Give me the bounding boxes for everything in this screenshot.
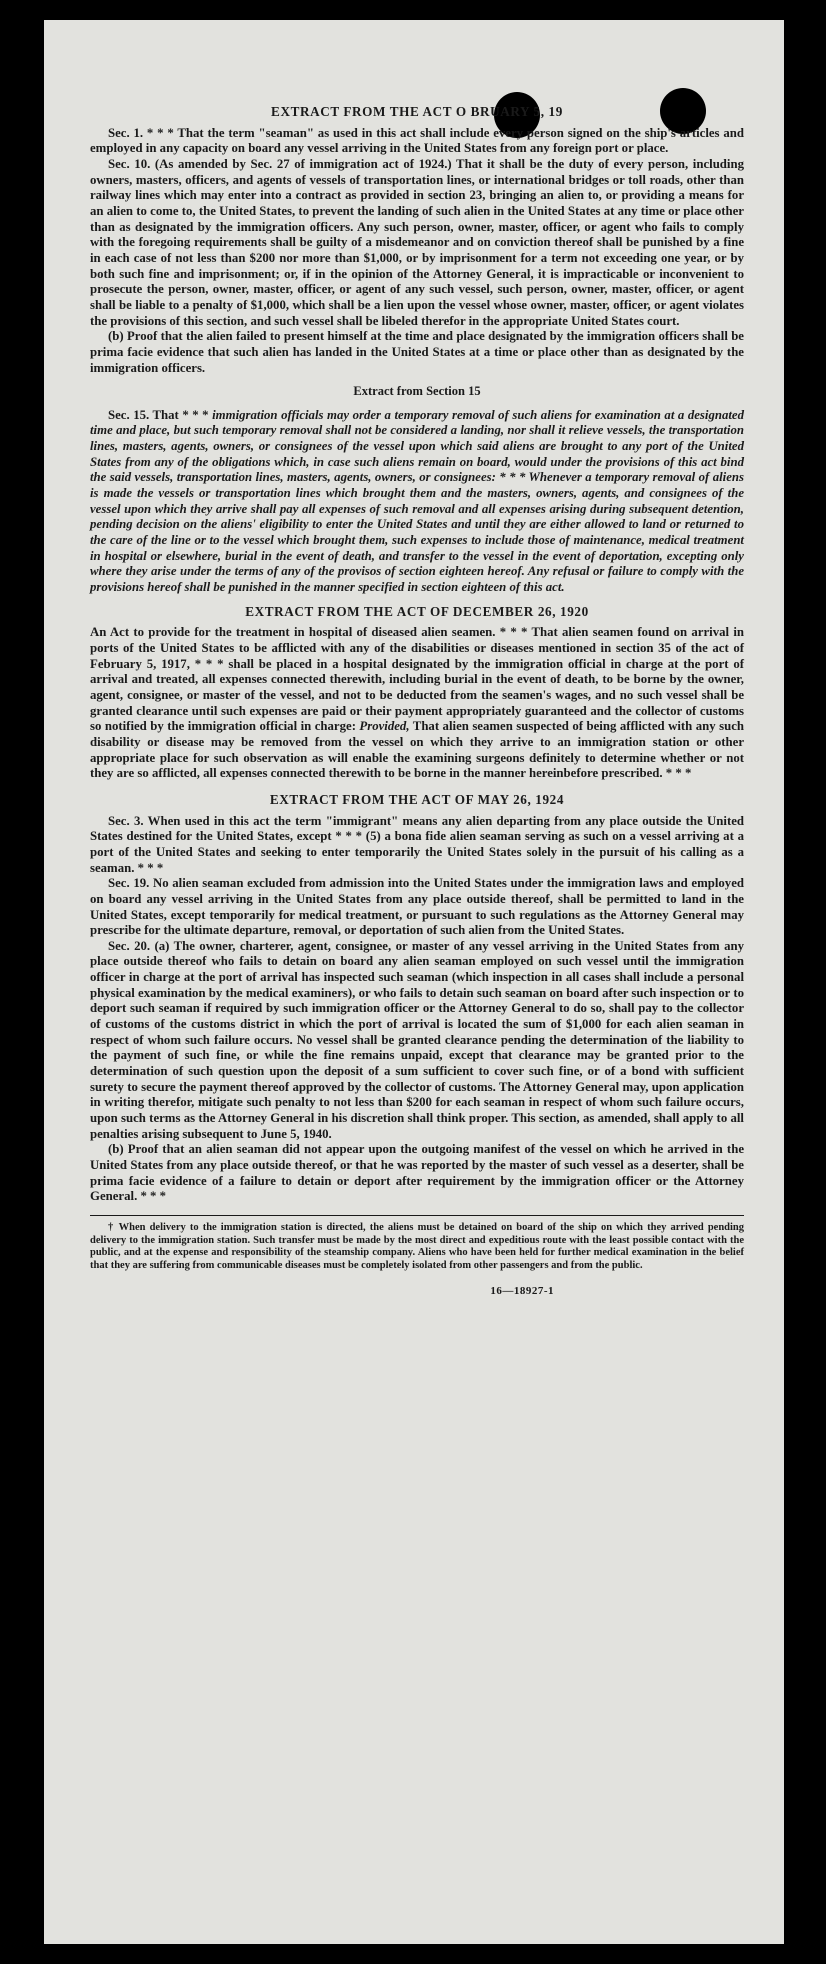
section-19-paragraph: Sec. 19. No alien seaman excluded from admission into the United States under the immigration laws and employed on board any vessel arriving in the United States from any place outside thereof, shall be permitted to land in the United States, except temporarily for medical treatment, or pursuant to such regulations as the Attorney General may prescribe for the ultimate departure, removal, or deportation of such alien from the United States.: [90, 876, 744, 938]
heading-section-15: Extract from Section 15: [353, 384, 481, 399]
heading-act-may-1924: EXTRACT FROM THE ACT OF MAY 26, 1924: [269, 791, 565, 807]
footnote: † When delivery to the immigration station is directed, the aliens must be detained on board of the ship on which they arrived pending delivery to the immigration station. Such transfer must be made by the most direct and expeditious route with the least possible contact with the public, and at the expense and responsibility of the steamship company. Aliens who have been held for further medical examination in the belief that they are suffering from communicable diseases must be completely isolated from other passengers and from the public.: [90, 1221, 744, 1271]
section-20a-paragraph: Sec. 20. (a) The owner, charterer, agent, consignee, or master of any vessel arriving in the United States from any place outside thereof who fails to detain on board any alien seaman employed on such vessel until the immigration officer in charge at the port of arrival has inspected such seaman (which inspection in all cases shall include a personal physical examination by the medical examiners), or who fails to detain such seaman on board after such inspection or to deport such seaman if required by such immigration officer or the Attorney General to do so, shall pay to the collector of customs of the customs district in which the port of arrival is located the sum of $1,000 for each alien seaman in respect of whom such failure occurs. No vessel shall be granted clearance pending the determination of the liability to the payment of such fine, or while the fine remains unpaid, except that clearance may be granted prior to the determination of such question upon the deposit of a sum sufficient to cover such fine, or of a bond with sufficient surety to secure the payment thereof approved by the collector of customs. The Attorney General may, upon application in writing therefor, mitigate such penalty to not less than $200 for each seaman in respect of whom such failure occurs, upon such terms as the Attorney General in his discretion shall think proper. This section, as amended, shall apply to all penalties arising subsequent to June 5, 1940.: [90, 938, 744, 1141]
act-1920-proviso: Provided,: [359, 719, 410, 734]
section-15-text: immigration officials may order a temporary removal of such aliens for examination at a designated time and place, but such temporary removal shall not be considered a landing, nor shall it relieve vessels, the transportation lines, masters, agents, owners, or consignees of the vessel upon which said aliens are brought to any port of the United States from any of the obligations which, in case such aliens remain on board, would under the provisions of this act bind the said vessels, transportation lines, masters, agents, owners, or consignees: * * * Whenever a temporary removal of aliens is made the vessels or transportation lines which brought them and the masters, owners, agents, and consignees of the vessel upon which they arrive shall pay all expenses of such removal and all expenses arising during subsequent detention, pending decision on the aliens' eligibility to enter the United States and until they are either allowed to land or returned to the care of the line or to the vessel which brought them, such expenses to include those of maintenance, medical treatment in hospital or elsewhere, burial in the event of death, and transfer to the vessel in the event of deportation, excepting only where they arise under the terms of any of the provisos of section eighteen hereof. Any refusal or failure to comply with the provisions hereof shall be punished in the manner specified in section eighteen of this act.: [90, 407, 744, 595]
section-10-paragraph: Sec. 10. (As amended by Sec. 27 of immigration act of 1924.) That it shall be the duty of every person, including owners, masters, officers, and agents of vessels of transportation lines, or international bridges or toll roads, other than railway lines which may enter into a contract as provided in section 23, bringing an alien to, or providing a means for an alien to come to, the United States, to prevent the landing of such alien in the United States at any time or place other than as designated by the immigration officers. Any such person, owner, master, officer, or agent who fails to comply with the foregoing requirements shall be guilty of a misdemeanor and on conviction thereof shall be punished by a fine in each case of not less than $200 nor more than $1,000, or by imprisonment for a term not exceeding one year, or by both such fine and imprisonment; or, if in the opinion of the Attorney General, it is impracticable or inconvenient to prosecute the person, owner, master, officer, or agent of any such vessel, such person, owner, master, officer, or agent shall be liable to a penalty of $1,000, which shall be a lien upon the vessel whose owner, master, officer, or agent violates the provisions of this section, and such vessel shall be libeled therefor in the appropriate United States court.: [90, 156, 744, 328]
document-body: [90, 104, 744, 1300]
section-10b-paragraph: (b) Proof that the alien failed to present himself at the time and place designated by the immigration officers shall be prima facie evidence that such alien has landed in the United States at a time or place other than as designated by the immigration officers.: [90, 329, 744, 375]
document-page: [44, 20, 784, 1944]
act-1920-paragraph: [90, 625, 744, 782]
section-1-paragraph: Sec. 1. * * * That the term "seaman" as used in this act shall include every person signed on the ship's articles and employed in any capacity on board any vessel arriving in the United States from any foreign port or place.: [90, 125, 744, 156]
heading-act-february-1917: EXTRACT FROM THE ACT O BRUARY 5, 19: [271, 104, 563, 119]
act-1920-text-a: An Act to provide for the treatment in hospital of diseased alien seamen. * * * That alien seamen found on arrival in ports of the United States to be afflicted with any of the disabilities or diseases mentioned in section 35 of the act of February 5, 1917, * * * shall be placed in a hospital designated by the immigration official in charge at the port of arrival and treated, all expenses connected therewith, including burial in the event of death, to be borne by the owner, agent, consignee, or master of the vessel, and not to be deducted from the seamen's wages, and no such vessel shall be granted clearance until such expenses are paid or their payment appropriately guaranteed and the collector of customs so notified by the immigration official in charge:: [90, 625, 744, 734]
document-number: 16—18927-1: [490, 1285, 554, 1298]
section-15-lead: Sec. 15. That * * *: [108, 407, 209, 422]
section-20b-paragraph: (b) Proof that an alien seaman did not appear upon the outgoing manifest of the vessel on which he arrived in the United States from any place outside thereof, or that he was reported by the master of such vessel as a deserter, shall be prima facie evidence of a failure to detain or deport after requirement by the immigration officer or the Attorney General. * * *: [90, 1142, 744, 1204]
spacer: [90, 782, 744, 792]
act-1920-text-b: That alien seamen suspected of being afflicted with any such disability or disease may be removed from the vessel on which they arrive to an immigration station or other appropriate place for such observation as will enable the examining surgeons definitely to determine whether or not they are so afflicted, all expenses connected therewith to be borne in the manner hereinbefore prescribed. * * *: [90, 719, 744, 781]
footnote-divider: [90, 1215, 744, 1216]
section-3-paragraph: Sec. 3. When used in this act the term "immigrant" means any alien departing from any place outside the United States destined for the United States, except * * * (5) a bona fide alien seaman serving as such on a vessel arriving at a port of the United States and seeking to enter temporarily the United States solely in the pursuit of his calling as a seaman. * * *: [90, 813, 744, 875]
section-15-paragraph: [90, 408, 744, 596]
heading-act-december-1920: EXTRACT FROM THE ACT OF DECEMBER 26, 1920: [245, 603, 589, 619]
